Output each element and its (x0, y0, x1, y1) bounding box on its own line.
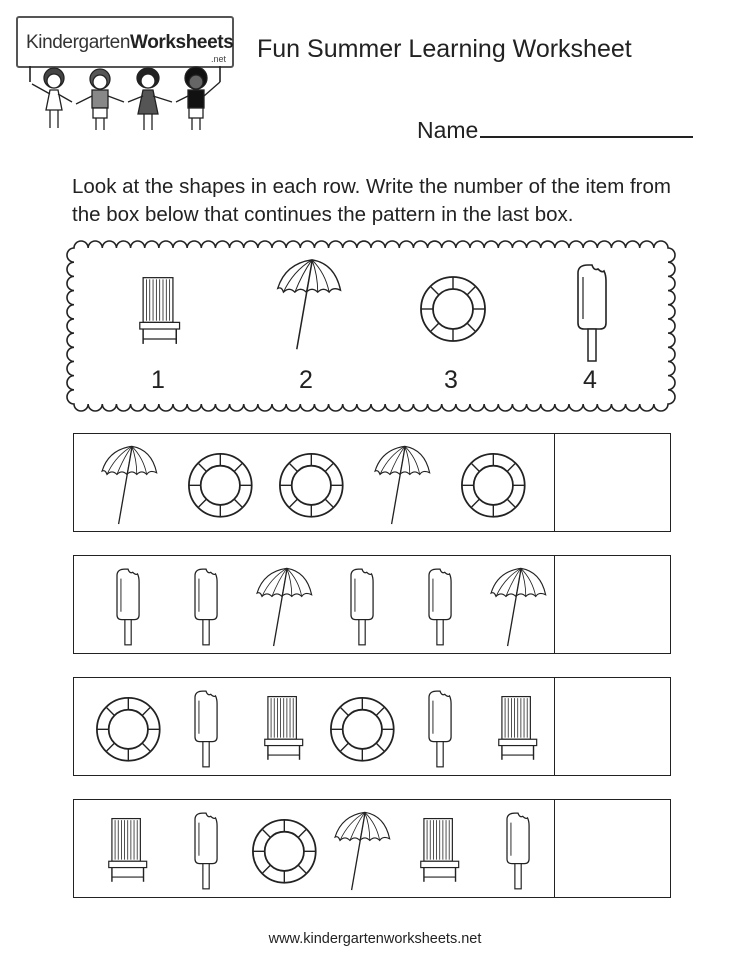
popsicle-icon (190, 566, 222, 648)
footer-url: www.kindergartenworksheets.net (268, 931, 482, 947)
instructions: Look at the shapes in each row. Write the number of the item from the box below that continues the pattern in the last box. (72, 175, 671, 226)
life-ring-icon (185, 450, 256, 521)
answer-box[interactable] (554, 678, 670, 775)
umbrella-icon (97, 443, 160, 527)
page-title: Fun Summer Learning Worksheet (257, 35, 632, 63)
beach-chair-icon (138, 276, 181, 347)
beach-chair-icon (107, 817, 148, 885)
popsicle-icon (112, 566, 144, 648)
umbrella-icon (330, 809, 393, 893)
name-label: Name (417, 117, 479, 143)
popsicle-icon (190, 810, 222, 892)
life-ring-icon (276, 450, 347, 521)
umbrella-icon (252, 565, 315, 649)
beach-chair-icon (497, 695, 538, 763)
answer-box[interactable] (554, 800, 670, 897)
popsicle-icon (346, 566, 378, 648)
popsicle-icon (502, 810, 534, 892)
answer-box[interactable] (554, 556, 670, 653)
key-number: 3 (444, 366, 458, 394)
name-underline[interactable] (480, 116, 693, 138)
umbrella-icon (272, 256, 344, 353)
key-number: 4 (583, 366, 597, 394)
beach-chair-icon (263, 695, 304, 763)
life-ring-icon (93, 694, 164, 765)
site-logo (16, 16, 234, 68)
life-ring-icon (458, 450, 529, 521)
popsicle-icon (190, 688, 222, 770)
umbrella-icon (370, 443, 433, 527)
kids-holding-hands-icon (24, 66, 224, 138)
life-ring-icon (417, 273, 489, 345)
name-field[interactable] (417, 116, 693, 144)
logo-suffix: .net (210, 54, 226, 64)
umbrella-icon (486, 565, 549, 649)
beach-chair-icon (419, 817, 460, 885)
popsicle-icon (424, 566, 456, 648)
popsicle-icon (572, 261, 612, 365)
popsicle-icon (424, 688, 456, 770)
logo-text: KindergartenWorksheets (26, 32, 234, 53)
key-number: 2 (299, 366, 313, 394)
key-number: 1 (151, 366, 165, 394)
life-ring-icon (327, 694, 398, 765)
life-ring-icon (249, 816, 320, 887)
answer-box[interactable] (554, 434, 670, 531)
